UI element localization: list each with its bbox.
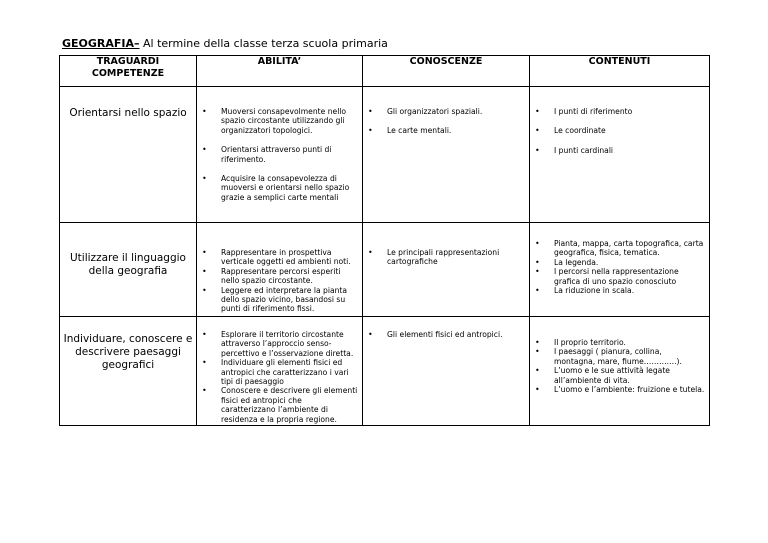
list-item: • L’uomo e le sue attività legate all’ambiente di vita. (530, 366, 709, 385)
conoscenze-list (363, 317, 529, 339)
list-item: • Muoversi consapevolmente nello spazio circostante utilizzando gli organizzatori topologici. (197, 107, 362, 135)
contenuti-list (530, 317, 709, 394)
header-contenuti: CONTENUTI (530, 56, 710, 87)
list-item: • Le carte mentali. (363, 126, 529, 135)
contenuti-cell (530, 317, 710, 426)
contenuti-cell (530, 223, 710, 317)
list-item: • Leggere ed interpretare la pianta dello spazio vicino, basandosi su punti di riferimento fissi. (197, 286, 362, 314)
list-item: • I punti cardinali (530, 146, 709, 155)
list-item: • Acquisire la consapevolezza di muoversi e orientarsi nello spazio grazie a semplici carte mentali (197, 174, 362, 202)
competenza-cell (60, 87, 197, 223)
title-subject: GEOGRAFIA– (62, 37, 140, 50)
competenza-text: Orientarsi nello spazio (69, 107, 187, 119)
contenuti-cell (530, 87, 710, 223)
abilita-cell (197, 223, 363, 317)
competenza-text: Utilizzare il linguaggio della geografia (70, 252, 186, 277)
list-item: • Gli elementi fisici ed antropici. (363, 330, 529, 339)
list-item: • Esplorare il territorio circostante attraverso l’approccio senso-percettivo e l’osservazione diretta. (197, 330, 362, 358)
list-item: • Il proprio territorio. (530, 338, 709, 347)
list-item: • La legenda. (530, 258, 709, 267)
list-item: • Conoscere e descrivere gli elementi fisici ed antropici che caratterizzano l’ambiente di residenza e la propria regione. (197, 386, 362, 424)
list-item: • I punti di riferimento (530, 107, 709, 116)
conoscenze-cell (363, 87, 530, 223)
conoscenze-list (363, 87, 529, 136)
header-abilita: ABILITA’ (197, 56, 363, 87)
list-item: • La riduzione in scala. (530, 286, 709, 295)
competenza-cell (60, 223, 197, 317)
list-item: • Rappresentare in prospettiva verticale oggetti ed ambienti noti. (197, 248, 362, 267)
abilita-list (197, 223, 362, 314)
list-item: • I paesaggi ( pianura, collina, montagna, mare, fiume………….). (530, 347, 709, 366)
list-item: • Rappresentare percorsi esperiti nello spazio circostante. (197, 267, 362, 286)
list-item: • L’uomo e l’ambiente: fruizione e tutela. (530, 385, 709, 394)
abilita-cell (197, 317, 363, 426)
list-item: • Le principali rappresentazioni cartografiche (363, 248, 529, 267)
abilita-list (197, 87, 362, 202)
conoscenze-cell (363, 223, 530, 317)
contenuti-list (530, 223, 709, 295)
list-item: • Le coordinate (530, 126, 709, 135)
abilita-list (197, 317, 362, 424)
conoscenze-cell (363, 317, 530, 426)
list-item: • Orientarsi attraverso punti di riferimento. (197, 145, 362, 164)
list-item: • I percorsi nella rappresentazione grafica di uno spazio conosciuto (530, 267, 709, 286)
header-conoscenze: CONOSCENZE (363, 56, 530, 87)
document-title (62, 37, 388, 50)
header-traguardi: TRAGUARDI COMPETENZE (60, 56, 197, 87)
abilita-cell (197, 87, 363, 223)
table-row (60, 223, 710, 317)
competenza-text: Individuare, conoscere e descrivere paesaggi geografici (63, 333, 193, 371)
conoscenze-list (363, 223, 529, 267)
table-row (60, 87, 710, 223)
contenuti-list (530, 87, 709, 155)
title-text: Al termine della classe terza scuola primaria (139, 37, 388, 50)
competenza-cell (60, 317, 197, 426)
header-row (60, 56, 710, 87)
table-row (60, 317, 710, 426)
list-item: • Pianta, mappa, carta topografica, carta geografica, fisica, tematica. (530, 239, 709, 258)
list-item: • Gli organizzatori spaziali. (363, 107, 529, 116)
curriculum-table (59, 55, 710, 426)
list-item: • Individuare gli elementi fisici ed antropici che caratterizzano i vari tipi di paesaggio (197, 358, 362, 386)
